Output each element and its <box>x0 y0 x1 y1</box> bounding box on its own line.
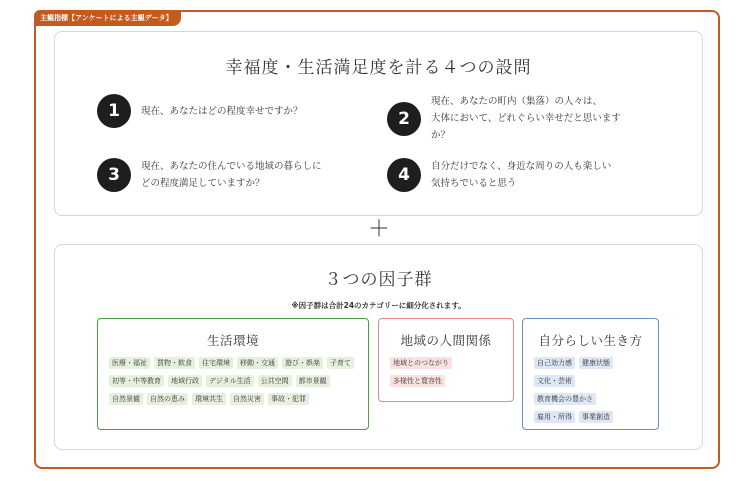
factors-title: ３つの因子群 <box>324 270 433 290</box>
plus-icon: ＋ <box>368 217 391 242</box>
factor-group-own-way-of-life <box>522 318 659 430</box>
factor-tag: 公共空間 <box>258 375 292 387</box>
factor-tag: 子育て <box>327 357 354 369</box>
question-number-badge: 4 <box>387 158 421 192</box>
factor-tag: 教育機会の豊かさ <box>534 393 596 405</box>
question-text: 現在、あなたの住んでいる地域の暮らしに どの程度満足していますか？ <box>141 161 322 189</box>
factor-tag: デジタル生活 <box>206 375 254 387</box>
factor-tag: 環境共生 <box>192 393 226 405</box>
factors-note: ※因子群は合計24のカテゴリーに細分化されます。 <box>291 301 466 310</box>
factor-tag: 住宅環境 <box>199 357 233 369</box>
factor-group-title: 生活環境 <box>206 333 259 348</box>
factor-tag: 文化・芸術 <box>534 375 575 387</box>
factor-tags <box>98 357 368 411</box>
factor-tags <box>379 357 513 393</box>
factor-tag: 自然景観 <box>109 393 143 405</box>
factor-tag: 自然災害 <box>230 393 264 405</box>
question-4 <box>387 158 611 192</box>
factor-tag: 雇用・所得 <box>534 411 575 423</box>
factor-group-title: 自分らしい生き方 <box>538 333 643 348</box>
factor-tag: 健康状態 <box>579 357 613 369</box>
question-text: 自分だけでなく、身近な周りの人も楽しい 気持ちでいると思う <box>431 161 612 189</box>
factor-tag: 事故・犯罪 <box>268 393 309 405</box>
factor-tag: 自然の恵み <box>147 393 188 405</box>
factor-tags <box>523 357 658 429</box>
factor-tag: 移動・交通 <box>237 357 278 369</box>
question-text: 現在、あなたの町内（集落）の人々は、 大体において、どれぐらい幸せだと思います か？ <box>431 96 621 141</box>
factor-tag: 遊び・娯楽 <box>282 357 323 369</box>
factor-tag: 自己効力感 <box>534 357 575 369</box>
question-2 <box>387 93 621 144</box>
factor-tag: 多様性と寛容性 <box>390 375 445 387</box>
factor-tag: 事業創造 <box>579 411 613 423</box>
factor-tag: 地域とのつながり <box>390 357 452 369</box>
question-number-badge: 2 <box>387 102 421 136</box>
factor-tag: 都市景観 <box>296 375 330 387</box>
factor-tag: 初等・中等教育 <box>109 375 164 387</box>
factor-group-community-relations <box>378 318 514 402</box>
factors-card <box>54 244 703 450</box>
frame-tag: 主観指標【アンケートによる主観データ】 <box>34 10 181 26</box>
factor-group-title: 地域の人間関係 <box>400 333 492 348</box>
question-text: 現在、あなたはどの程度幸せですか？ <box>141 105 303 117</box>
factor-group-living-environment <box>97 318 369 430</box>
questions-title: 幸福度・生活満足度を計る４つの設問 <box>225 58 532 78</box>
question-number-badge: 1 <box>97 94 131 128</box>
factor-tag: 医療・福祉 <box>109 357 150 369</box>
question-3 <box>97 158 322 192</box>
factor-tag: 買物・飲食 <box>154 357 195 369</box>
question-1 <box>97 94 303 128</box>
factor-tag: 地域行政 <box>168 375 202 387</box>
question-number-badge: 3 <box>97 158 131 192</box>
